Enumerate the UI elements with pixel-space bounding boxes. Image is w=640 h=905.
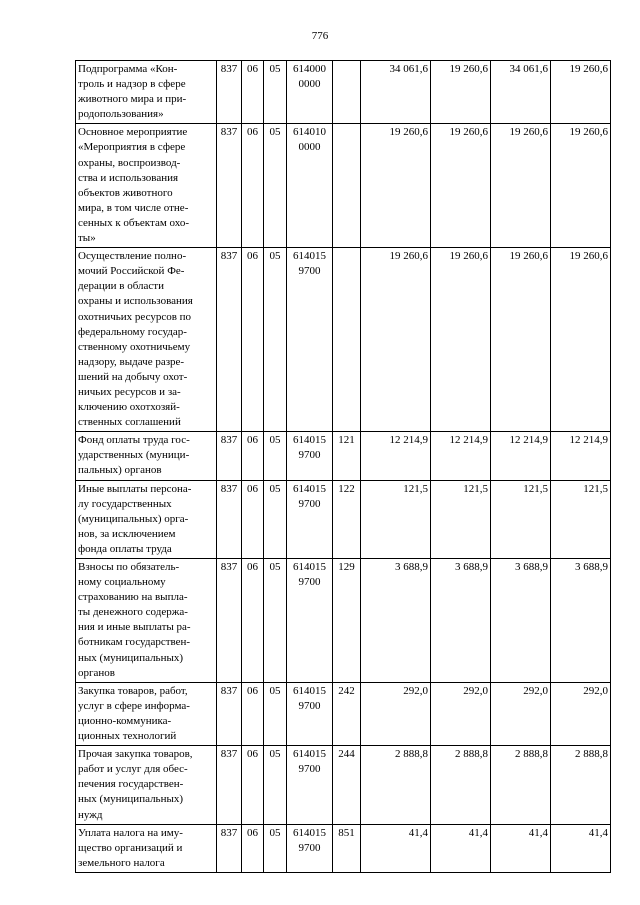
- amount-1: 2 888,8: [361, 746, 431, 824]
- expense-type-code: 244: [333, 746, 361, 824]
- section-code: 06: [242, 480, 264, 558]
- amount-4: 19 260,6: [551, 248, 611, 432]
- amount-2: 2 888,8: [431, 746, 491, 824]
- section-code: 06: [242, 248, 264, 432]
- ministry-code: 837: [217, 746, 242, 824]
- amount-1: 12 214,9: [361, 432, 431, 480]
- budget-table-body: [76, 61, 611, 873]
- amount-4: 2 888,8: [551, 746, 611, 824]
- row-name: Осуществление полно- мочий Российской Фе- дерации в области охраны и использования охотничьих ресурсов по федеральному государ- ственному охотничьему надзору, выдаче разре- шений на добычу охот- ничьих ресурсов и за- ключению охотхозяй- ственных соглашений: [76, 248, 217, 432]
- amount-1: 292,0: [361, 682, 431, 745]
- expense-type-code: 122: [333, 480, 361, 558]
- amount-3: 12 214,9: [491, 432, 551, 480]
- row-name: Закупка товаров, работ, услуг в сфере информа- ционно-коммуника- ционных технологий: [76, 682, 217, 745]
- row-name: Основное мероприятие «Мероприятия в сфере охраны, воспроизвод- ства и использования объектов животного мира, в том числе отне- сенных к объектам охо- ты»: [76, 124, 217, 248]
- section-code: 06: [242, 682, 264, 745]
- amount-4: 19 260,6: [551, 61, 611, 124]
- expense-type-code: 851: [333, 824, 361, 872]
- table-row: [76, 432, 611, 480]
- amount-3: 19 260,6: [491, 124, 551, 248]
- target-article-code: 614000 0000: [287, 61, 333, 124]
- subsection-code: 05: [264, 746, 287, 824]
- row-name: Прочая закупка товаров, работ и услуг для обес- печения государствен- ных (муниципальных) нужд: [76, 746, 217, 824]
- subsection-code: 05: [264, 248, 287, 432]
- subsection-code: 05: [264, 480, 287, 558]
- amount-2: 121,5: [431, 480, 491, 558]
- amount-4: 41,4: [551, 824, 611, 872]
- ministry-code: 837: [217, 559, 242, 683]
- expense-type-code: 121: [333, 432, 361, 480]
- amount-1: 19 260,6: [361, 248, 431, 432]
- section-code: 06: [242, 559, 264, 683]
- ministry-code: 837: [217, 824, 242, 872]
- amount-4: 3 688,9: [551, 559, 611, 683]
- amount-1: 41,4: [361, 824, 431, 872]
- row-name: Иные выплаты персона- лу государственных (муниципальных) орга- нов, за исключением фонда оплаты труда: [76, 480, 217, 558]
- target-article-code: 614015 9700: [287, 746, 333, 824]
- amount-2: 3 688,9: [431, 559, 491, 683]
- expense-type-code: 242: [333, 682, 361, 745]
- target-article-code: 614015 9700: [287, 432, 333, 480]
- amount-4: 12 214,9: [551, 432, 611, 480]
- budget-table: [75, 60, 611, 873]
- row-name: Взносы по обязатель- ному социальному страхованию на выпла- ты денежного содержа- ния и иные выплаты ра- ботникам государствен- ных (муниципальных) органов: [76, 559, 217, 683]
- amount-3: 41,4: [491, 824, 551, 872]
- amount-1: 3 688,9: [361, 559, 431, 683]
- row-name: Подпрограмма «Кон- троль и надзор в сфере животного мира и при- родопользования»: [76, 61, 217, 124]
- section-code: 06: [242, 746, 264, 824]
- subsection-code: 05: [264, 61, 287, 124]
- amount-3: 3 688,9: [491, 559, 551, 683]
- amount-2: 292,0: [431, 682, 491, 745]
- table-row: [76, 682, 611, 745]
- table-row: [76, 248, 611, 432]
- ministry-code: 837: [217, 124, 242, 248]
- amount-2: 19 260,6: [431, 61, 491, 124]
- amount-4: 19 260,6: [551, 124, 611, 248]
- table-row: [76, 559, 611, 683]
- expense-type-code: [333, 124, 361, 248]
- amount-1: 34 061,6: [361, 61, 431, 124]
- amount-3: 292,0: [491, 682, 551, 745]
- ministry-code: 837: [217, 682, 242, 745]
- expense-type-code: 129: [333, 559, 361, 683]
- amount-3: 2 888,8: [491, 746, 551, 824]
- subsection-code: 05: [264, 824, 287, 872]
- amount-3: 19 260,6: [491, 248, 551, 432]
- subsection-code: 05: [264, 432, 287, 480]
- section-code: 06: [242, 824, 264, 872]
- table-row: [76, 824, 611, 872]
- expense-type-code: [333, 61, 361, 124]
- row-name: Фонд оплаты труда гос- ударственных (муници- пальных) органов: [76, 432, 217, 480]
- ministry-code: 837: [217, 432, 242, 480]
- page-number: 776: [311, 30, 329, 42]
- table-row: [76, 124, 611, 248]
- section-code: 06: [242, 432, 264, 480]
- amount-3: 121,5: [491, 480, 551, 558]
- amount-2: 41,4: [431, 824, 491, 872]
- table-row: [76, 61, 611, 124]
- expense-type-code: [333, 248, 361, 432]
- ministry-code: 837: [217, 61, 242, 124]
- amount-1: 19 260,6: [361, 124, 431, 248]
- ministry-code: 837: [217, 248, 242, 432]
- section-code: 06: [242, 61, 264, 124]
- target-article-code: 614015 9700: [287, 248, 333, 432]
- amount-2: 19 260,6: [431, 248, 491, 432]
- subsection-code: 05: [264, 559, 287, 683]
- target-article-code: 614010 0000: [287, 124, 333, 248]
- amount-4: 292,0: [551, 682, 611, 745]
- amount-2: 19 260,6: [431, 124, 491, 248]
- amount-3: 34 061,6: [491, 61, 551, 124]
- target-article-code: 614015 9700: [287, 480, 333, 558]
- target-article-code: 614015 9700: [287, 559, 333, 683]
- amount-1: 121,5: [361, 480, 431, 558]
- amount-2: 12 214,9: [431, 432, 491, 480]
- amount-4: 121,5: [551, 480, 611, 558]
- table-row: [76, 480, 611, 558]
- row-name: Уплата налога на иму- щество организаций и земельного налога: [76, 824, 217, 872]
- target-article-code: 614015 9700: [287, 824, 333, 872]
- section-code: 06: [242, 124, 264, 248]
- ministry-code: 837: [217, 480, 242, 558]
- subsection-code: 05: [264, 124, 287, 248]
- target-article-code: 614015 9700: [287, 682, 333, 745]
- table-row: [76, 746, 611, 824]
- subsection-code: 05: [264, 682, 287, 745]
